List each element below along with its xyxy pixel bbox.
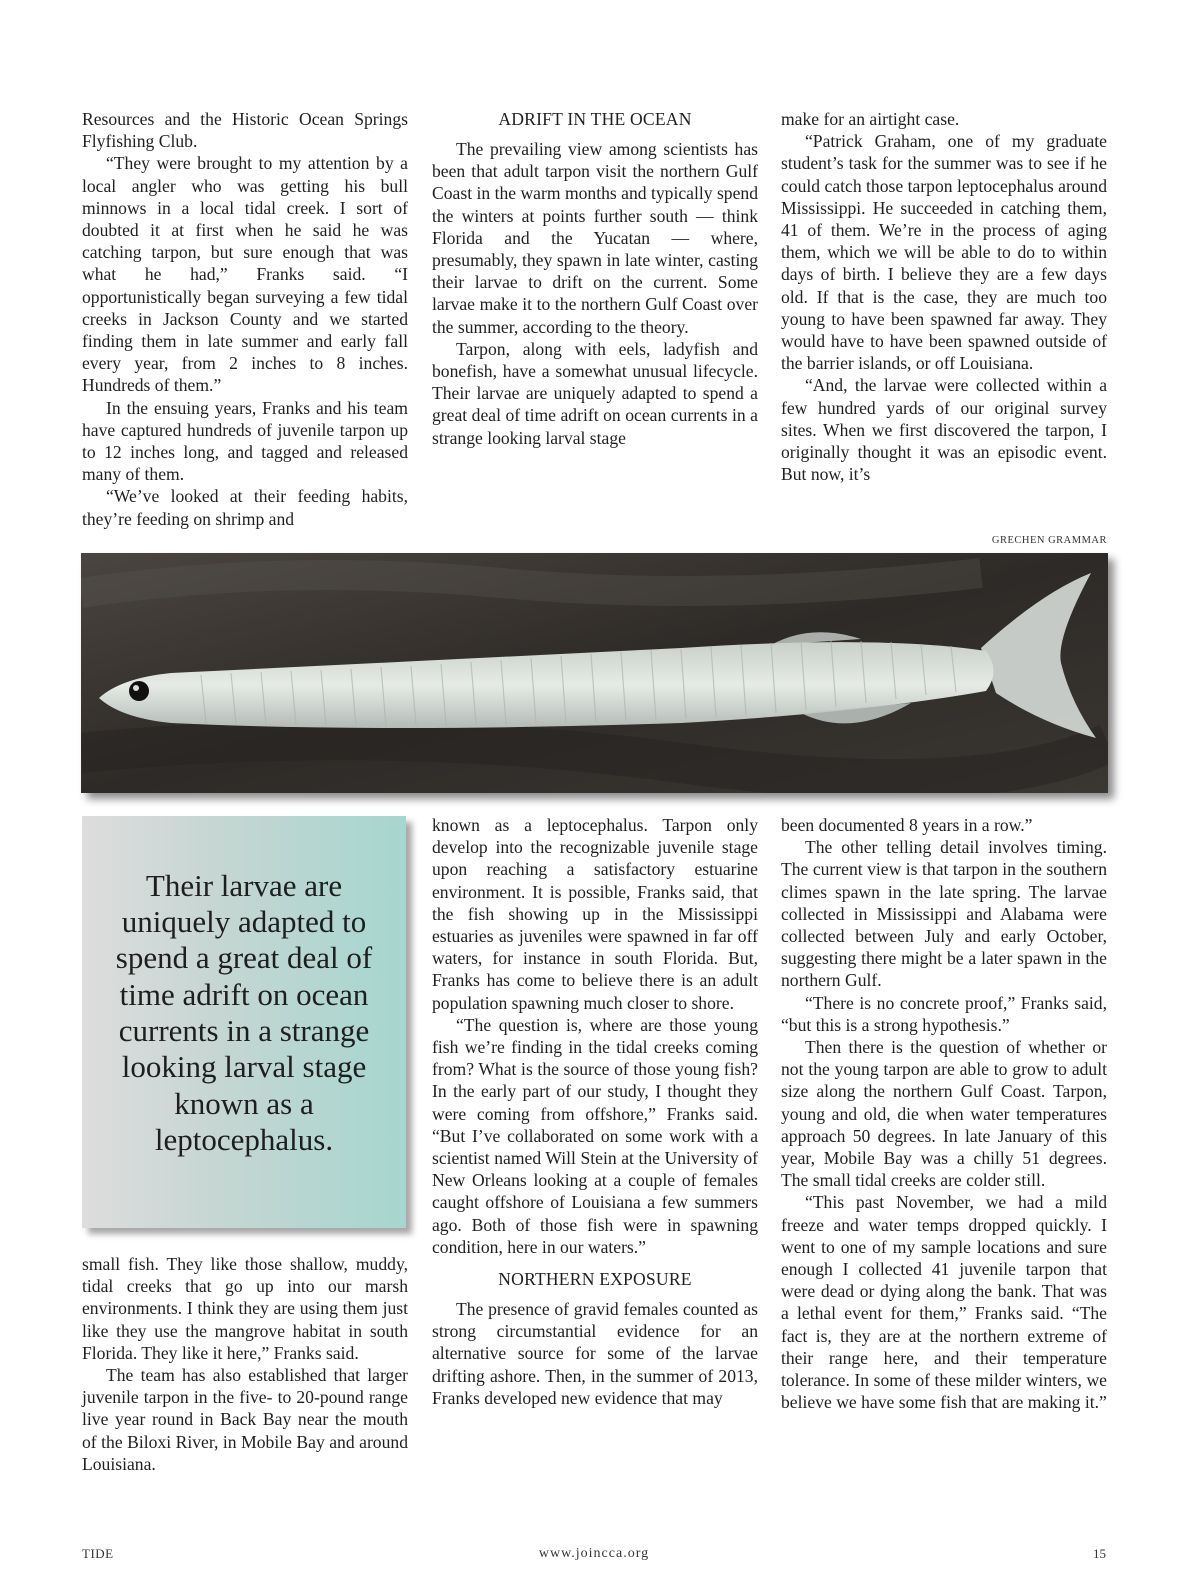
section-heading-adrift: ADRIFT IN THE OCEAN	[498, 109, 692, 129]
paragraph: make for an airtight case.	[781, 109, 960, 129]
photo-credit: GRECHEN GRAMMAR	[991, 535, 1107, 546]
paragraph: “The question is, where are those young fish we’re finding in the tidal creeks coming from? What is the source of those young fish? In the early part of our study, I thought they were coming from offshore,” Franks said. “But I’ve collaborated on some work with a scientist named Will Stein at the University of New Orleans looking at a couple of females caught offshore of Louisiana a few summers ago. Both of those fish were in spawning condition, here in our waters.”	[432, 1014, 758, 1257]
paragraph: known as a leptocephalus. Tarpon only develop into the recognizable juvenile stage upon reaching a satisfactory estuarine environment. It is possible, Franks said, that the fish showing up in the Mississippi estuaries as juveniles were spawned in far off waters, for instance in south Florida. But, Franks has come to believe there is an adult population spawning much closer to shore.	[432, 815, 758, 1013]
paragraph: The other telling detail involves timing. The current view is that tarpon in the southern climes spawn in the late spring. The larvae collected in Mississippi and Alabama were collected between July and early October, suggesting there might be a later spawn in the northern Gulf.	[781, 837, 1107, 991]
column-2-bottom	[432, 814, 758, 1409]
paragraph: “And, the larvae were collected within a few hundred yards of our original survey sites. When we first discovered the tarpon, I originally thought it was an episodic event. But now, it’s	[781, 375, 1107, 485]
paragraph: Then there is the question of whether or not the young tarpon are able to grow to adult size along the northern Gulf Coast. Tarpon, young and old, die when water temperatures approach 50 degrees. In late January of this year, Mobile Bay was a chilly 51 degrees. The small tidal creeks are colder still.	[781, 1037, 1107, 1191]
tarpon-larva-photo	[81, 553, 1108, 793]
footer-website: www.joincca.org	[538, 1546, 650, 1561]
column-3-bottom	[781, 814, 1107, 1413]
paragraph: “Patrick Graham, one of my graduate student’s task for the summer was to see if he could catch those tarpon leptocephalus around Mississippi. He succeeded in catching them, 41 of them. We’re in the process of aging them, which we will be able to do to within days of birth. I believe they are a few days old. If that is the case, they are much too young to have been spawned far away. They would have to have been spawned outside of the barrier islands, or off Louisiana.	[781, 131, 1107, 374]
paragraph: “They were brought to my attention by a local angler who was getting his bull minnows in a local tidal creek. I sort of doubted it at first when he said he was catching tarpon, but sure enough that was what he had,” Franks said. “I opportunistically began surveying a few tidal creeks in Jackson County and we started finding them in late summer and early fall every year, from 2 inches to 8 inches. Hundreds of them.”	[82, 153, 408, 396]
paragraph: “There is no concrete proof,” Franks said, “but this is a strong hypothesis.”	[781, 992, 1107, 1035]
paragraph: The prevailing view among scientists has been that adult tarpon visit the northern Gulf Coast in the warm months and typically spend the winters at points further south — think Florida and the Yucatan — where, presumably, they spawn in late winter, casting their larvae to drift on the current. Some larvae make it to the northern Gulf Coast over the summer, according to the theory.	[432, 139, 758, 337]
column-1-bottom	[82, 1253, 408, 1475]
column-2-top	[432, 108, 758, 449]
footer-magazine-name: TIDE	[82, 1546, 114, 1561]
leptocephalus-illustration	[81, 553, 1108, 793]
column-1-top	[82, 108, 408, 530]
paragraph: The team has also established that larger juvenile tarpon in the five- to 20-pound range live year round in Back Bay near the mouth of the Biloxi River, in Mobile Bay and around Louisiana.	[82, 1365, 408, 1474]
paragraph: been documented 8 years in a row.”	[781, 815, 1033, 835]
pull-quote-box	[82, 816, 406, 1228]
paragraph: small fish. They like those shallow, muddy, tidal creeks that go up into our marsh environments. I think they are using them just like they use the mangrove habitat in south Florida. They like it here,” Franks said.	[82, 1254, 408, 1363]
paragraph: In the ensuing years, Franks and his team have captured hundreds of juvenile tarpon up to 12 inches long, and tagged and released many of them.	[82, 397, 408, 485]
page-number: 15	[1093, 1546, 1106, 1561]
paragraph: Tarpon, along with eels, ladyfish and bonefish, have a somewhat unusual lifecycle. Their larvae are uniquely adapted to spend a great deal of time adrift on ocean currents in a strange looking larval stage	[432, 338, 758, 448]
column-3-top	[781, 108, 1107, 485]
paragraph: The presence of gravid females counted as strong circumstantial evidence for an alternative source for some of the larvae drifting ashore. Then, in the summer of 2013, Franks developed new evidence that may	[432, 1299, 758, 1408]
paragraph: Resources and the Historic Ocean Springs Flyfishing Club.	[82, 109, 408, 152]
section-heading-northern: NORTHERN EXPOSURE	[498, 1269, 692, 1290]
paragraph: “We’ve looked at their feeding habits, they’re feeding on shrimp and	[82, 486, 408, 529]
paragraph: “This past November, we had a mild freeze and water temps dropped quickly. I went to one of my sample locations and sure enough I collected 41 juvenile tarpon that were dead or dying along the bank. That was a lethal event for them,” Franks said. “The fact is, they are at the northern extreme of their range here, and their temperature tolerance. In some of these milder winters, we believe we have some fish that are making it.”	[781, 1192, 1107, 1413]
pull-quote-text: Their larvae are uniquely adapted to spend a great deal of time adrift on ocean currents in a strange looking larval stage known as a leptocephalus.	[115, 867, 373, 1157]
